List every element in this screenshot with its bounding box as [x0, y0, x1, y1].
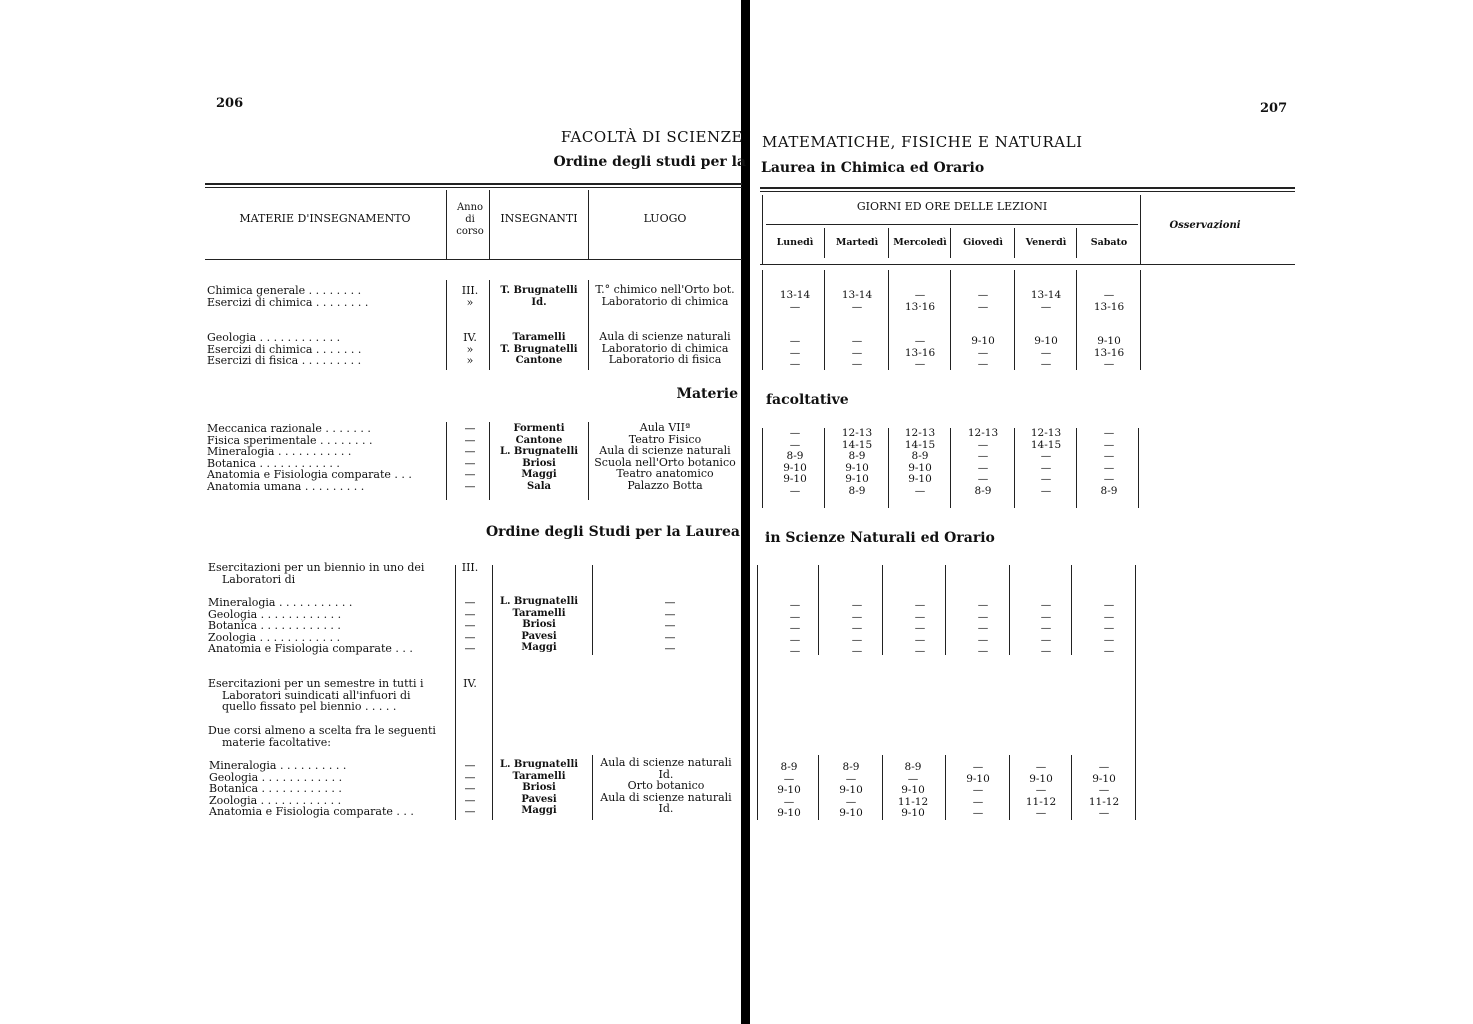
block5-martedi: 8-9 — 9-10 — 9-10	[839, 761, 863, 820]
block2-anno: IV. » »	[463, 331, 477, 368]
block5-anno: IV.	[463, 677, 477, 690]
block3-giovedi: 12-13 — — — — 8-9	[967, 427, 999, 497]
body-vline	[945, 565, 946, 655]
body-vline	[1014, 428, 1015, 508]
hdr-vline	[888, 228, 889, 258]
hdr-vline	[1140, 195, 1141, 265]
block1-martedi: 13-14 —	[841, 289, 873, 313]
header-giorni: GIORNI ED ORE DELLE LEZIONI	[856, 200, 1048, 213]
body-vline	[588, 280, 589, 370]
block4-lunedi: — — — — —	[789, 599, 801, 658]
day-sabato: Sabato	[1090, 237, 1128, 248]
block2-sabato: 9-10 13-16 —	[1093, 335, 1125, 371]
block1-giovedi: — —	[977, 289, 989, 313]
body-vline	[950, 428, 951, 508]
block1-insegnanti: T. Brugnatelli Id.	[500, 285, 578, 308]
block2-martedi: — — —	[851, 335, 863, 371]
giorni-underline	[766, 224, 1138, 225]
body-vline	[489, 280, 490, 370]
body-vline	[1071, 755, 1072, 820]
block5-mercoledi: 8-9 — 9-10 11-12 9-10	[897, 761, 929, 820]
body-vline	[757, 565, 758, 820]
body-vline	[762, 428, 763, 508]
body-vline	[446, 280, 447, 370]
header-rule-left-thin	[205, 187, 742, 188]
body-vline	[950, 270, 951, 370]
header-bottom-left	[205, 259, 742, 260]
block5-insegnanti: L. Brugnatelli Taramelli Briosi Pavesi Maggi	[499, 759, 579, 817]
body-vline	[762, 270, 763, 370]
header-luogo: LUOGO	[643, 212, 687, 225]
block4-anno-list: — — — — —	[464, 596, 476, 656]
block4-insegnanti: L. Brugnatelli Taramelli Briosi Pavesi Maggi	[499, 596, 579, 654]
hdr-vline	[1076, 228, 1077, 258]
body-vline	[1014, 270, 1015, 370]
hdr-vline	[588, 190, 589, 260]
body-vline	[888, 270, 889, 370]
body-vline	[1076, 428, 1077, 508]
block4-sabato: — — — — —	[1103, 599, 1115, 658]
body-vline	[1009, 565, 1010, 655]
section-facoltative-left: Materie	[676, 386, 738, 402]
day-giovedi: Giovedì	[963, 237, 1003, 248]
block3-luogo: Aula VIIª Teatro Fisico Aula di scienze naturali Scuola nell'Orto botanico Teatro anatomico Palazzo Botta	[594, 421, 736, 492]
body-vline	[818, 755, 819, 820]
block4-luogo: — — — — —	[664, 596, 676, 656]
block2-giovedi: 9-10 — —	[971, 335, 995, 371]
block4-anno: III.	[461, 561, 479, 574]
section-facoltative-right: facoltative	[766, 392, 849, 408]
block2-venerdi: 9-10 — —	[1034, 335, 1058, 371]
title-left-line1: FACOLTÀ DI SCIENZE	[560, 128, 743, 146]
header-materie: MATERIE D'INSEGNAMENTO	[239, 212, 411, 225]
day-lunedi: Lunedì	[776, 237, 814, 248]
block2-insegnanti: Taramelli T. Brugnatelli Cantone	[500, 332, 578, 367]
header-bottom-right	[760, 264, 1295, 265]
header-insegnanti: INSEGNANTI	[500, 212, 578, 225]
block2-lunedi: — — —	[789, 335, 801, 371]
block3-mercoledi: 12-13 14-15 8-9 9-10 9-10 —	[904, 427, 936, 497]
block4-martedi: — — — — —	[851, 599, 863, 658]
block3-sabato: — — — — — 8-9	[1100, 427, 1118, 497]
day-martedi: Martedì	[835, 237, 879, 248]
header-osservazioni: Osservazioni	[1169, 220, 1241, 231]
block5-anno-list: — — — — —	[464, 759, 476, 819]
title-right-line1: MATEMATICHE, FISICHE E NATURALI	[762, 133, 1083, 151]
block4-materie: Mineralogia . . . . . . . . . . . Geologia . . . . . . . . . . . . Botanica . . . . . . . . . . . . Zoologia . . . . . . . . . . . . Anatomia e Fisiologia comparate . . .	[208, 596, 413, 656]
hdr-vline	[1014, 228, 1015, 258]
body-vline	[1138, 428, 1139, 508]
body-vline	[489, 422, 490, 500]
title-right-line2: Laurea in Chimica ed Orario	[761, 160, 985, 176]
day-mercoledi: Mercoledì	[893, 237, 947, 248]
body-vline	[945, 755, 946, 820]
body-vline	[1071, 565, 1072, 655]
block1-venerdi: 13-14 —	[1030, 289, 1062, 313]
block2-mercoledi: — 13-16 —	[904, 335, 936, 371]
body-vline	[492, 565, 493, 820]
section-naturali-right: in Scienze Naturali ed Orario	[765, 530, 995, 546]
block5-lunedi: 8-9 — 9-10 — 9-10	[777, 761, 801, 820]
block1-luogo: T.° chimico nell'Orto bot. Laboratorio di chimica	[595, 283, 735, 308]
block5-luogo: Aula di scienze naturali Id. Orto botanico Aula di scienze naturali Id.	[600, 756, 732, 816]
header-rule-right-thin	[760, 191, 1295, 192]
body-vline	[824, 428, 825, 508]
block3-martedi: 12-13 14-15 8-9 9-10 9-10 8-9	[841, 427, 873, 497]
block1-mercoledi: — 13·16	[904, 289, 936, 313]
body-vline	[446, 422, 447, 500]
block1-lunedi: 13-14 —	[779, 289, 811, 313]
header-rule-left	[205, 183, 742, 185]
body-vline	[1135, 565, 1136, 820]
block5-sabato: — 9-10 — 11-12 —	[1088, 761, 1120, 820]
block3-materie: Meccanica razionale . . . . . . . Fisica sperimentale . . . . . . . . Mineralogia . . . . . . . . . . . Botanica . . . . . . . . . . . . Anatomia e Fisiologia comparate . . . Anatomia umana . . . . . . . . .	[207, 422, 412, 493]
title-left-line2: Ordine degli studi per la	[553, 154, 746, 170]
block1-sabato: — 13-16	[1093, 289, 1125, 313]
page-number-left: 206	[216, 96, 244, 111]
hdr-vline	[446, 190, 447, 260]
body-vline	[824, 270, 825, 370]
body-vline	[882, 755, 883, 820]
block2-materie: Geologia . . . . . . . . . . . . Esercizi di chimica . . . . . . . Esercizi di fisica . . . . . . . . .	[207, 331, 362, 368]
body-vline	[588, 422, 589, 500]
block1-anno: III. »	[461, 284, 479, 309]
block3-insegnanti: Formenti Cantone L. Brugnatelli Briosi Maggi Sala	[499, 423, 579, 492]
body-vline	[592, 755, 593, 820]
header-anno: Anno di corso	[456, 202, 484, 237]
hdr-vline	[762, 195, 763, 265]
hdr-vline	[950, 228, 951, 258]
day-venerdi: Venerdì	[1025, 237, 1067, 248]
block5-venerdi: — 9-10 — 11-12 —	[1025, 761, 1057, 820]
body-vline	[818, 565, 819, 655]
body-vline	[888, 428, 889, 508]
body-vline	[455, 565, 456, 820]
block4-mercoledi: — — — — —	[914, 599, 926, 658]
block3-anno: — — — — — —	[464, 422, 476, 493]
block3-lunedi: — — 8-9 9-10 9-10 —	[783, 427, 807, 497]
body-vline	[1009, 755, 1010, 820]
block1-materie: Chimica generale . . . . . . . . Esercizi di chimica . . . . . . . .	[207, 284, 369, 309]
body-vline	[1140, 270, 1141, 370]
block3-venerdi: 12-13 14-15 — — — —	[1030, 427, 1062, 497]
block5-intro: Esercitazioni per un semestre in tutti i Laboratori suindicati all'infuori di quello fissato pel biennio . . . . .	[208, 677, 424, 714]
block5-materie: Mineralogia . . . . . . . . . . Geologia . . . . . . . . . . . . Botanica . . . . . . . . . . . . Zoologia . . . . . . . . . . . . Anatomia e Fisiologia comparate . . .	[209, 759, 414, 819]
block5-giovedi: — 9-10 — — —	[966, 761, 990, 820]
section-naturali-left: Ordine degli Studi per la Laurea	[485, 524, 740, 540]
block4-venerdi: — — — — —	[1040, 599, 1052, 658]
body-vline	[592, 565, 593, 655]
block4-giovedi: — — — — —	[977, 599, 989, 658]
body-vline	[882, 565, 883, 655]
hdr-vline	[489, 190, 490, 260]
block2-luogo: Aula di scienze naturali Laboratorio di chimica Laboratorio di fisica	[599, 330, 731, 367]
body-vline	[1076, 270, 1077, 370]
block4-intro: Esercitazioni per un biennio in uno dei Laboratori di	[208, 561, 425, 586]
hdr-vline	[824, 228, 825, 258]
header-rule-right	[760, 187, 1295, 189]
block5-intro2: Due corsi almeno a scelta fra le seguenti materie facoltative:	[208, 724, 436, 749]
page-number-right: 207	[1260, 101, 1288, 116]
